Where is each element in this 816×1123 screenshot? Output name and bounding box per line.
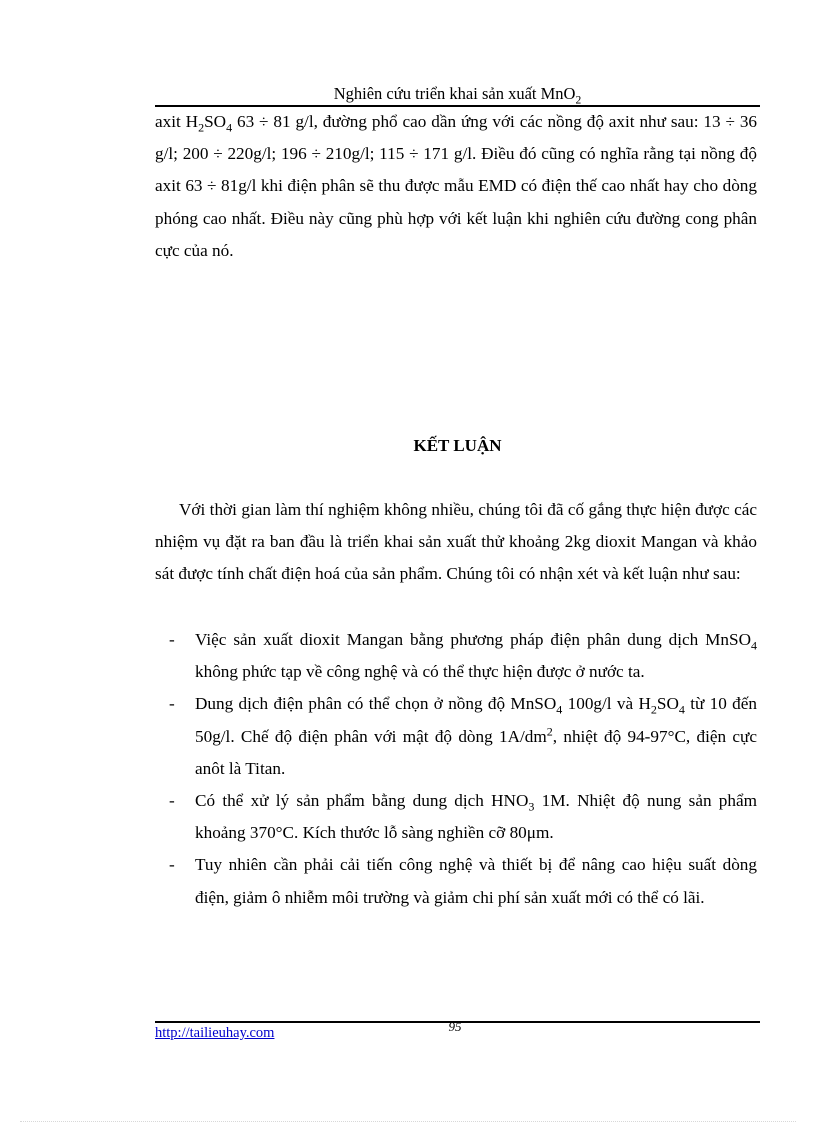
list-item: - Có thể xử lý sản phẩm bằng dung dịch $HNO_3$ 1M. Nhiệt độ nung sản phẩm khoảng 370°C. Kích thước lỗ sàng nghiền cỡ 80μm. <box>155 785 757 849</box>
list-item: - Dung dịch điện phân có thể chọn ở nồng độ MnSO$_4$ 100g/l và $H_2SO_4$ từ 10 đến 50g/l. Chế độ điện phân với mật độ dòng $1A/dm^2$, nhiệt độ 94-97°C, điện cực anôt là Titan. <box>155 688 757 785</box>
list-item: - Việc sản xuất dioxit Mangan bằng phương pháp điện phân dung dịch MnSO$_4$ không phức tạp về công nghệ và có thể thực hiện được ở nước ta. <box>155 624 757 688</box>
bullet-dash: - <box>169 791 175 811</box>
footer-website-link[interactable]: http://tailieuhay.com <box>155 1025 275 1041</box>
bullet-dash: - <box>169 630 175 649</box>
list-item: - Tuy nhiên cần phải cải tiến công nghệ và thiết bị để nâng cao hiệu suất dòng điện, giảm ô nhiễm môi trường và giảm chi phí sản xuất mới có thể có lãi. <box>155 849 757 913</box>
page-bottom-border <box>20 1121 796 1122</box>
paragraph-conclusion: Với thời gian làm thí nghiệm không nhiều, chúng tôi đã cố gắng thực hiện được các nhiệm vụ đặt ra ban đầu là triển khai sản xuất thử khoảng 2kg dioxit Mangan và khảo sát được tính chất điện hoá của sản phẩm. Chúng tôi có nhận xét và kết luận như sau: <box>155 500 757 584</box>
section-heading: KẾT LUẬN <box>413 436 502 455</box>
conclusion-list <box>155 624 757 914</box>
page-number: 95 <box>448 1019 462 1034</box>
bullet-dash: - <box>169 855 175 875</box>
paragraph-intro: axit $H_2SO_4$ 63 ÷ 81 g/l, đường phổ cao dần ứng với các nồng độ axit như sau: 13 ÷ 36 g/l; 200 ÷ 220g/l; 196 ÷ 210g/l; 115 ÷ 171 g/l. Điều đó cũng có nghĩa rằng tại nồng độ axit 63 ÷ 81g/l khi điện phân sẽ thu được mẫu EMD có điện thế cao nhất hay cho dòng phóng cao nhất. Điều này cũng phù hợp với kết luận khi nghiên cứu đường cong phân cực của nó. <box>155 112 758 260</box>
bullet-dash: - <box>169 694 175 714</box>
running-header: Nghiên cứu triển khai sản xuất MnO$_2$ <box>333 84 582 107</box>
